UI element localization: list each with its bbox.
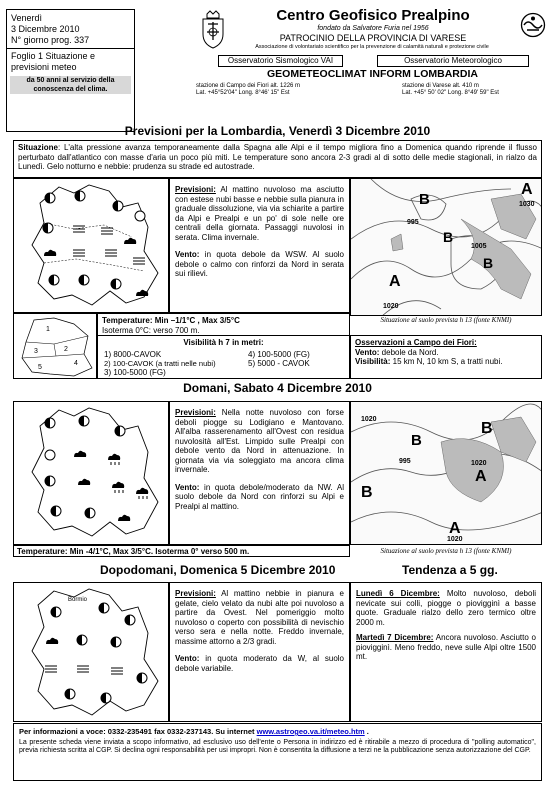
day3-lombardy-map: [13, 582, 169, 722]
zone-number: 4: [74, 360, 78, 367]
day1-isotherm: Isoterma 0°C: verso 700 m.: [102, 325, 200, 335]
fog-icon: [72, 221, 88, 239]
station-varese-coords: Lat. +45° 50' 02" Long. 8°49' 59" Est: [402, 90, 499, 96]
observations-box: [350, 335, 542, 379]
sun-cloud-icon: [50, 605, 66, 623]
day2-forecast-text: Nella notte nuvoloso con forse deboli piogge su Lodigiano e Mantovano. All'alba rasserenamento all'Ovest con residua nuvolosità all'Est. Limpido sulle Prealpi con debole vento da Nord in attenuazione. In giornata via via soleggiato ma ancora clima invernale.: [175, 408, 344, 474]
obs-visibility-value: 15 km N, 10 km S, a tratti nubi.: [390, 357, 503, 366]
sun-cloud-icon: [76, 633, 92, 651]
station-varese-alt: stazione di Varese alt. 410 m: [402, 83, 479, 89]
sun-icon: [44, 448, 58, 466]
day1-temp-visibility-box: [97, 313, 350, 379]
visibility-zone-5: 5) 5000 - CAVOK: [248, 359, 310, 368]
day1-forecast-text: Al mattino nuvoloso ma asciutto con estese nubi basse e nebbie sulla pianura in graduale dissoluzione, via via schiarite a partire da Alpi e Prealpi e un po' di sole nelle ore centrali della giornata. Passaggi nuvolosi in serata. Clima invernale.: [175, 185, 344, 242]
sun-cloud-icon: [78, 414, 94, 432]
cloud-icon: [134, 285, 150, 303]
obs-meteo-badge: Osservatorio Meteorologico: [377, 55, 529, 67]
day1-chart-caption: Situazione al suolo prevista h 13 (fonte KNMI): [380, 316, 512, 324]
day3-title: Dopodomani, Domenica 5 Dicembre 2010: [100, 563, 336, 577]
cloud-icon: [116, 510, 132, 528]
situation-box: [13, 140, 542, 178]
fog-icon: [44, 661, 60, 679]
chart-label: A: [449, 520, 461, 537]
day2-temp-box: [13, 545, 350, 557]
chart-label: A: [475, 468, 487, 485]
day2-wind-text: in quota debole/moderato da NW. Al suolo debole da Nord con rinforzi su Alpi e Prealpi al mattino.: [175, 482, 344, 511]
patronage: PATROCINIO DELLA PROVINCIA DI VARESE: [279, 33, 467, 43]
day1-forecast-box: [169, 178, 350, 313]
tuesday-label: Martedì 7 Dicembre:: [356, 633, 434, 642]
obs-wind-label: Vento:: [355, 347, 380, 357]
sun-cloud-icon: [50, 504, 66, 522]
day3-forecast-label: Previsioni:: [175, 589, 216, 598]
chart-label: B: [443, 229, 454, 245]
chart-label: A: [521, 181, 533, 198]
day2-forecast-box: [169, 401, 350, 545]
day3-wind-label: Vento:: [175, 654, 200, 663]
visibility-zone-2: 2) 100-CAVOK (a tratti nelle nubi): [104, 359, 216, 368]
weekday: Venerdì: [11, 13, 43, 23]
progressive-day: N° giorno prog. 337: [11, 35, 90, 45]
sun-cloud-icon: [124, 613, 140, 631]
day1-title: Previsioni per la Lombardia, Venerdì 3 Dicembre 2010: [124, 124, 431, 138]
day1-wind-text: in quota debole da WSW. Al suolo debole o calmo con rinforzi da Nord in serata sui rilievi.: [175, 250, 344, 278]
chart-label: A: [389, 273, 401, 290]
obs-wind-value: debole da Nord.: [379, 347, 439, 357]
sun-cloud-icon: [110, 635, 126, 653]
sun-cloud-icon: [44, 416, 60, 434]
contact-phone: Per informazioni a voce: 0332-235491 fax 0332-237143. Su internet: [19, 727, 257, 736]
sun-cloud-icon: [44, 474, 60, 492]
sun-cloud-icon: [44, 191, 60, 209]
fog-icon: [132, 253, 148, 271]
brand-title: GEOMETEOCLIMAT INFORM LOMBARDIA: [267, 68, 478, 80]
sun-cloud-icon: [78, 273, 94, 291]
chart-label: 1030: [519, 201, 535, 208]
sheet-label: Foglio 1 Situazione e previsioni meteo: [11, 51, 96, 72]
obs-visibility-label: Visibilità:: [355, 357, 391, 366]
date-box: [6, 9, 135, 132]
chart-label: 1020: [383, 303, 399, 310]
cloud-icon: [42, 245, 58, 263]
cloud-icon: [72, 446, 88, 464]
obs-seismic-badge: Osservatorio Sismologico VAI: [218, 55, 343, 67]
zone-map: [13, 313, 97, 379]
tuesday-text: Ancora nuvoloso. Asciutto o piovigginì. Meno freddo, neve sulle Alpi oltre 1500 mt.: [356, 633, 537, 661]
cloud-icon: [122, 233, 138, 251]
zone-number: 3: [34, 348, 38, 355]
chart-label: B: [419, 191, 430, 208]
sun-cloud-icon: [100, 691, 116, 709]
footer-box: [13, 723, 542, 781]
trend-title: Tendenza a 5 gg.: [402, 563, 498, 577]
association-line: Associazione di volontariato scientifico per la prevenzione di calamità naturali e protezione civile: [255, 44, 489, 50]
bormio-label: Bormio: [68, 597, 88, 603]
day3-wind-text: in quota moderato da W, al suolo debole variabile.: [175, 654, 344, 673]
monday-text: Molto nuvoloso, deboli nevicate sui colli, piogge o piovigginì a basse quote. Graduale rialzo dello zero termico oltre 2000 m.: [356, 589, 536, 627]
day2-chart-caption: Situazione al suolo prevista h 13 (fonte KNMI): [380, 547, 512, 555]
day3-forecast-box: [169, 582, 350, 722]
zone-number: 1: [46, 326, 50, 333]
tagline: da 50 anni al servizio della conoscenza del clima.: [10, 76, 131, 94]
station-campo-fiori-coords: Lat. +45°52'04" Long. 8°46' 15" Est: [196, 90, 290, 96]
sun-cloud-icon: [84, 506, 100, 524]
day2-temperature: Temperature: Min -4/1°C, Max 3/5°C. Isoterma 0° verso 500 m.: [17, 547, 250, 556]
chart-label: B: [483, 255, 494, 271]
day1-pressure-chart: [350, 178, 542, 316]
observations-title: Osservazioni a Campo dei Fiori:: [355, 338, 477, 347]
zone-number: 2: [64, 346, 68, 353]
rain-icon: [106, 452, 122, 471]
chart-label: 1020: [361, 416, 377, 423]
day1-temperature: Temperature: Min –1/1°C , Max 3/5°C: [102, 316, 240, 325]
sun-cloud-icon: [112, 199, 128, 217]
visibility-title: Visibilità h 7 in metri:: [183, 338, 264, 347]
cloud-icon: [44, 633, 60, 651]
sun-cloud-icon: [110, 277, 126, 295]
chart-label: 1020: [447, 536, 463, 543]
day2-wind-label: Vento:: [175, 482, 200, 492]
sun-cloud-icon: [64, 687, 80, 705]
station-campo-fiori-alt: stazione di Campo dei Fiori alt. 1226 m: [196, 83, 301, 89]
situation-text: : L'alta pressione avanza temporaneamente dalla Spagna alle Alpi e il tempo migliora fino a Domenica quando riprende il flusso perturbato dall'atlantico con masse d'aria un poco più miti. Le temperature sono ancora 2-3 gradi al di sotto delle medie stagionali, in rialzo da Lunedì. Gelo notturno e nebbie: prudenza su strade ed autostrade.: [18, 143, 537, 171]
org-title: Centro Geofisico Prealpino: [276, 7, 470, 24]
date: 3 Dicembre 2010: [11, 24, 80, 34]
visibility-zone-3: 3) 100-5000 (FG): [104, 368, 166, 377]
fog-icon: [100, 223, 116, 241]
contact-line: [19, 727, 536, 737]
day2-forecast-label: Previsioni:: [175, 408, 216, 417]
chart-label: 995: [407, 219, 419, 226]
sun-icon: [134, 209, 148, 227]
day3-forecast-text: Al mattino nebbie in pianura e gelate, cielo velato da nubi alte poi nuvoloso a partire da Ovest. Nel pomeriggio molto nuvoloso o coperto con possibilità di nevischio verso sera e nella notte. Freddo invernale, massime attorno a 2/3 gradi.: [175, 589, 344, 646]
monday-label: Lunedì 6 Dicembre:: [356, 589, 440, 598]
station-campo-fiori: [196, 83, 300, 97]
day1-forecast-label: Previsioni:: [175, 185, 216, 194]
disclaimer: La presente scheda viene inviata a scopo informativo, ad esclusivo uso dell'ente o Persona in indirizzo ed è ritirabile a mezzo di procedura di "polling automatico", previa richiesta scritta al CGP. Si declina ogni responsabilità per usi impropri. Non è consentita la diffusione a terzi ne la pubblicazione senza autorizzazione del CGP.: [19, 738, 536, 754]
founded-line: fondato da Salvatore Furia nel 1956: [317, 25, 429, 32]
day1-lombardy-map: [13, 178, 169, 313]
day2-lombardy-map: [13, 401, 169, 545]
visibility-zone-1: 1) 8000-CAVOK: [104, 350, 162, 359]
station-varese: [402, 83, 499, 97]
day1-wind-label: Vento:: [175, 250, 200, 259]
sun-cloud-icon: [74, 189, 90, 207]
website-link[interactable]: www.astrogeo.va.it/meteo.htm: [256, 727, 365, 736]
cloud-icon: [76, 474, 92, 492]
chart-label: 1020: [471, 460, 487, 467]
chart-label: 1005: [471, 243, 487, 250]
chart-label: B: [411, 432, 422, 449]
visibility-zone-4: 4) 100-5000 (FG): [248, 350, 310, 359]
cgp-logo-icon: [520, 12, 546, 38]
fog-icon: [76, 661, 92, 679]
fog-icon: [110, 663, 126, 681]
day2-title: Domani, Sabato 4 Dicembre 2010: [183, 381, 372, 395]
sun-cloud-icon: [98, 601, 114, 619]
chart-label: B: [481, 420, 493, 437]
contact-suffix: .: [364, 727, 369, 736]
fog-icon: [72, 245, 88, 263]
chart-label: B: [361, 484, 373, 501]
sun-cloud-icon: [42, 221, 58, 239]
rain-icon: [110, 480, 126, 499]
trend-box: [350, 582, 542, 722]
day2-pressure-chart: [350, 401, 542, 545]
sun-cloud-icon: [136, 671, 152, 689]
zone-number: 5: [38, 364, 42, 371]
sun-cloud-icon: [114, 424, 130, 442]
chart-label: 995: [399, 458, 411, 465]
situation-label: Situazione: [18, 143, 59, 152]
fog-icon: [104, 245, 120, 263]
rain-icon: [134, 486, 150, 505]
sun-cloud-icon: [48, 273, 64, 291]
